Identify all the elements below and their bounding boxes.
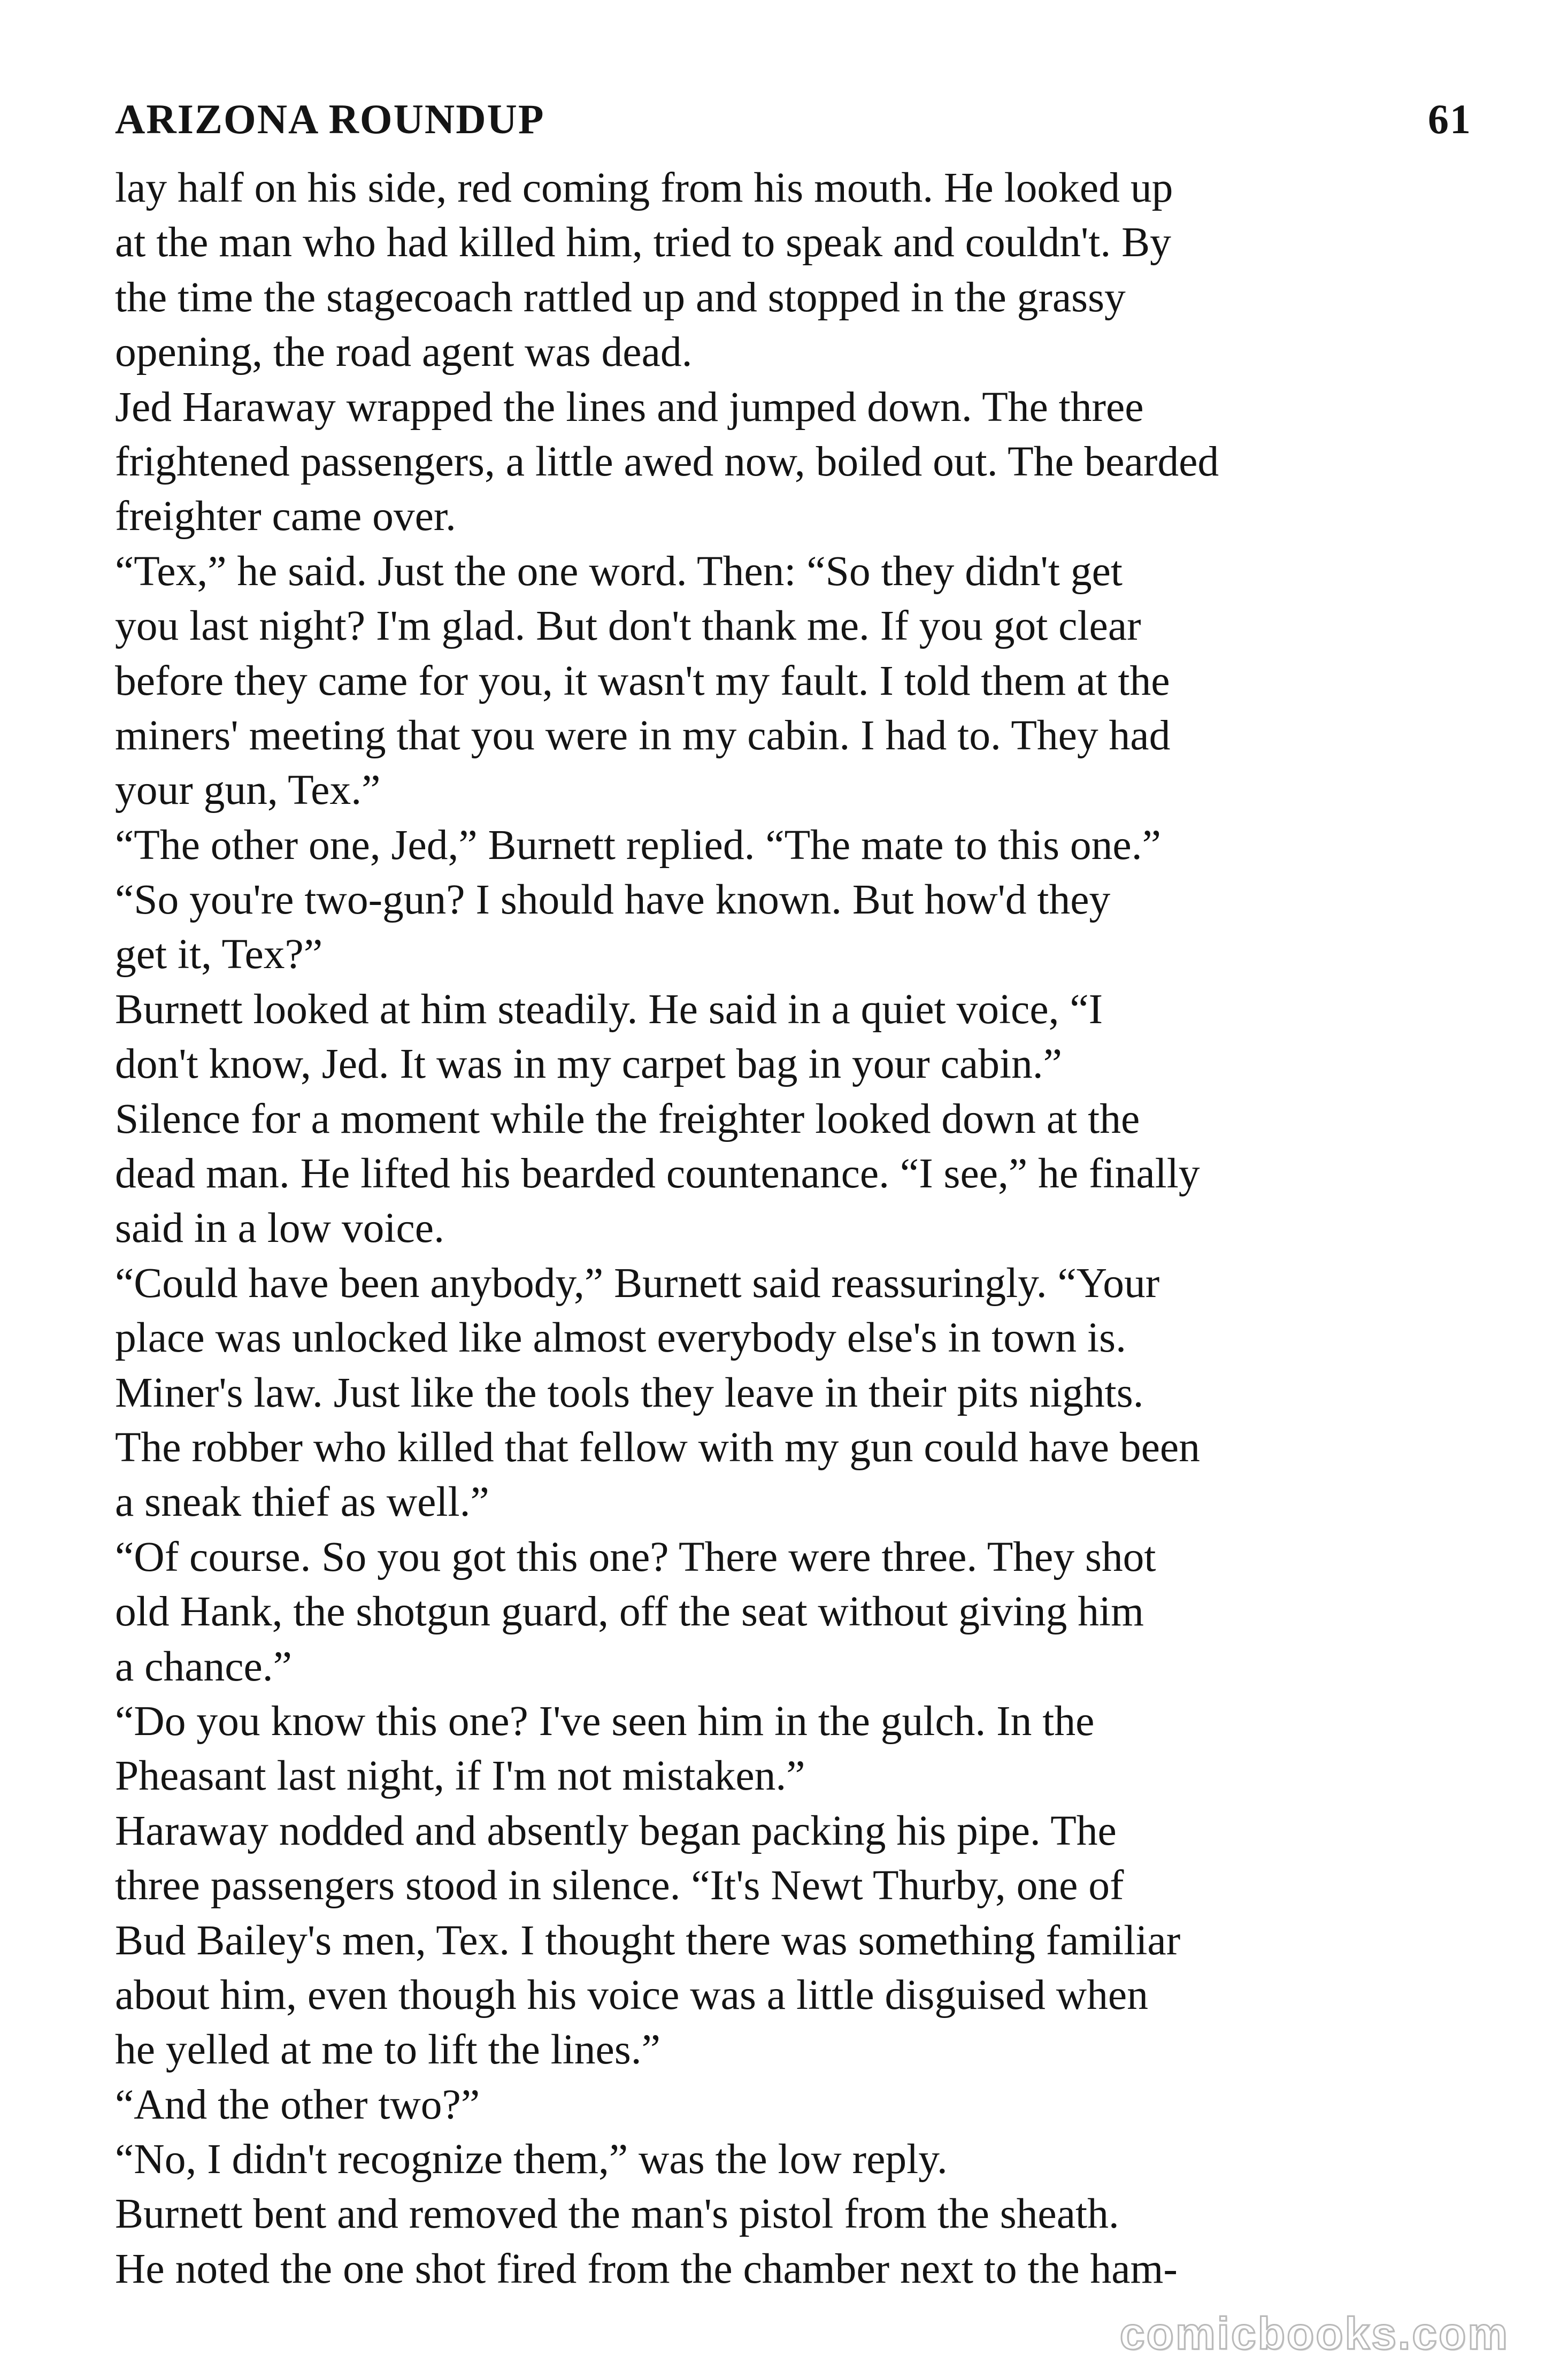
- text-line: “No, I didn't recognize them,” was the low reply.: [115, 2136, 948, 2183]
- text-line: at the man who had killed him, tried to speak and couldn't. By: [115, 219, 1171, 266]
- text-line: Burnett bent and removed the man's pistol from the sheath.: [115, 2190, 1119, 2238]
- text-line: a chance.”: [115, 1643, 292, 1690]
- text-line: you last night? I'm glad. But don't thank me. If you got clear: [115, 602, 1141, 650]
- text-line: lay half on his side, red coming from his mouth. He looked up: [115, 164, 1173, 211]
- text-line: Silence for a moment while the freighter looked down at the: [115, 1095, 1140, 1142]
- watermark: comicbooks.com: [1119, 2308, 1509, 2359]
- text-line: freighter came over.: [115, 493, 456, 540]
- text-line: don't know, Jed. It was in my carpet bag in your cabin.”: [115, 1040, 1062, 1088]
- text-line: get it, Tex?”: [115, 931, 323, 978]
- page-header: [115, 95, 1472, 154]
- text-line: Haraway nodded and absently began packing his pipe. The: [115, 1807, 1117, 1854]
- text-line: He noted the one shot fired from the chamber next to the ham-: [115, 2245, 1178, 2292]
- text-line: The robber who killed that fellow with my gun could have been: [115, 1423, 1200, 1471]
- text-line: “Tex,” he said. Just the one word. Then: “So they didn't get: [115, 547, 1123, 595]
- text-line: opening, the road agent was dead.: [115, 328, 693, 376]
- text-line: Burnett looked at him steadily. He said in a quiet voice, “I: [115, 985, 1103, 1033]
- text-line: Bud Bailey's men, Tex. I thought there was something familiar: [115, 1916, 1181, 1964]
- text-line: Jed Haraway wrapped the lines and jumped down. The three: [115, 383, 1144, 431]
- text-line: “And the other two?”: [115, 2081, 480, 2128]
- text-line: said in a low voice.: [115, 1204, 444, 1252]
- running-title: ARIZONA ROUNDUP: [115, 96, 545, 142]
- text-line: frightened passengers, a little awed now, boiled out. The bearded: [115, 438, 1219, 485]
- text-line: “The other one, Jed,” Burnett replied. “The mate to this one.”: [115, 821, 1161, 869]
- text-line: “So you're two-gun? I should have known. But how'd they: [115, 876, 1111, 924]
- text-line: place was unlocked like almost everybody else's in town is.: [115, 1314, 1126, 1362]
- text-line: your gun, Tex.”: [115, 766, 381, 814]
- text-line: about him, even though his voice was a little disguised when: [115, 1971, 1148, 2019]
- text-line: miners' meeting that you were in my cabin. I had to. They had: [115, 711, 1171, 759]
- text-line: the time the stagecoach rattled up and stopped in the grassy: [115, 273, 1126, 321]
- text-line: dead man. He lifted his bearded countenance. “I see,” he finally: [115, 1150, 1200, 1198]
- text-line: Pheasant last night, if I'm not mistaken.”: [115, 1752, 805, 1800]
- text-line: “Of course. So you got this one? There were three. They shot: [115, 1533, 1156, 1580]
- text-line: “Could have been anybody,” Burnett said reassuringly. “Your: [115, 1259, 1160, 1307]
- text-line: before they came for you, it wasn't my fault. I told them at the: [115, 657, 1170, 704]
- page-number: 61: [1428, 96, 1472, 142]
- text-line: Miner's law. Just like the tools they leave in their pits nights.: [115, 1369, 1144, 1416]
- text-line: three passengers stood in silence. “It's Newt Thurby, one of: [115, 1862, 1124, 1909]
- text-line: he yelled at me to lift the lines.”: [115, 2026, 660, 2074]
- text-line: “Do you know this one? I've seen him in the gulch. In the: [115, 1697, 1095, 1745]
- text-line: a sneak thief as well.”: [115, 1478, 489, 1526]
- text-line: old Hank, the shotgun guard, off the seat without giving him: [115, 1588, 1144, 1636]
- body-text: [115, 160, 1473, 2296]
